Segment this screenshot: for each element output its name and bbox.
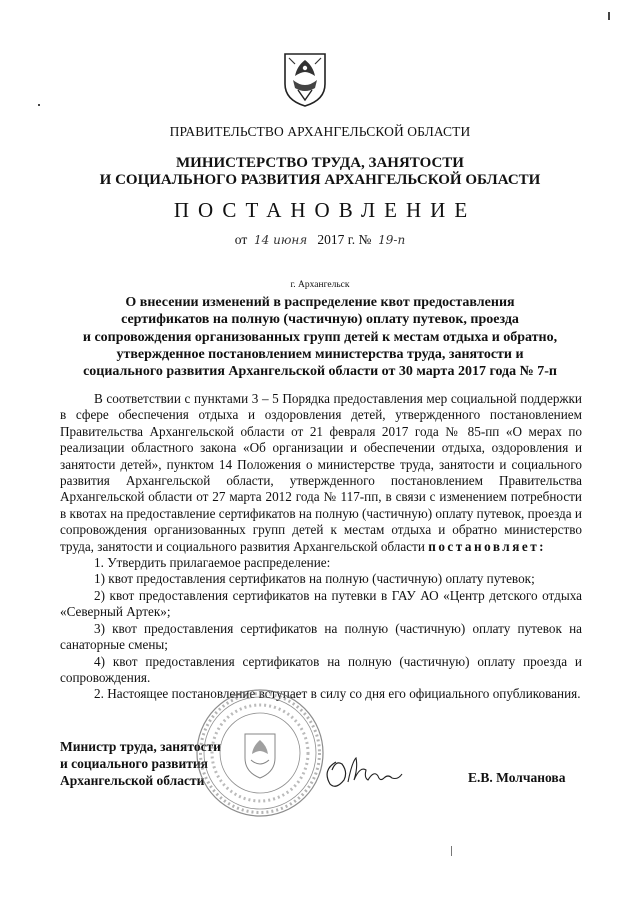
scan-mark (38, 104, 40, 106)
list-item: 2. Настоящее постановление вступает в силу со дня его официального опубликования. (94, 686, 581, 702)
date-year: 2017 г. № (317, 232, 372, 247)
title-line-4: утвержденное постановлением министерства труда, занятости и (116, 346, 524, 362)
position-line-3: Архангельской области (60, 773, 205, 788)
government-name: ПРАВИТЕЛЬСТВО АРХАНГЕЛЬСКОЙ ОБЛАСТИ (169, 124, 471, 139)
coat-of-arms-icon (281, 50, 329, 108)
ministry-line-2: И СОЦИАЛЬНОГО РАЗВИТИЯ АРХАНГЕЛЬСКОЙ ОБЛАСТИ (99, 172, 541, 188)
position-line-1: Министр труда, занятости (60, 739, 221, 754)
ministry-name (0, 155, 640, 189)
date-line (0, 232, 640, 248)
decree-word: постановляет: (428, 538, 547, 554)
list-item: 3) квот предоставления сертификатов на полную (частичную) оплату путевок на санаторные смены; (60, 620, 582, 653)
list-item: 1) квот предоставления сертификатов на полную (частичную) оплату путевок; (94, 571, 535, 587)
title-line-5: социального развития Архангельской области от 30 марта 2017 года № 7-п (83, 364, 557, 380)
intro-text: В соответствии с пунктами 3 – 5 Порядка предоставления мер социальной поддержки в сфере обеспечения отдыха и оздоровления детей, утвержденного постановлением Правительства Архангельской области от 21 февраля 2017 года № 85-пп «О мерах по реализации областного закона «Об организации и обеспечении отдыха, оздоровления и занятости детей», пунктом 14 Положения о министерстве труда, занятости и социального развития Архангельской области, утвержденного постановлением Правительства Архангельской области от 27 марта 2012 года № 117-пп, в связи с изменением потребности в квотах на предоставление сертификатов на полную (частичную) оплату путевок, проезда и сопровождения организованных групп детей к местам отдыха и обратно министерство труда, занятости и социального развития Архангельской области (60, 391, 582, 554)
list-item: 4) квот предоставления сертификатов на полную (частичную) оплату проезда и сопровождения. (60, 653, 582, 685)
title-line-3: и сопровождения организованных групп детей к местам отдыха и обратно, (82, 329, 558, 345)
handwritten-number: 19-п (378, 233, 406, 247)
intro-paragraph (60, 391, 582, 555)
date-prefix: от (234, 232, 248, 247)
handwritten-signature-icon (318, 752, 418, 792)
list-item: 1. Утвердить прилагаемое распределение: (94, 555, 331, 571)
ministry-line-1: МИНИСТЕРСТВО ТРУДА, ЗАНЯТОСТИ (176, 155, 464, 171)
scan-mark (608, 12, 610, 20)
position-line-2: и социального развития (60, 756, 208, 771)
title-line-1: О внесении изменений в распределение квот предоставления (125, 295, 515, 310)
city: г. Архангельск (290, 280, 350, 290)
title-line-2: сертификатов на полную (частичную) оплату путевок, проезда (121, 312, 519, 328)
handwritten-date: 14 июня (254, 233, 308, 247)
official-seal-icon (193, 686, 327, 820)
signatory-name: Е.В. Молчанова (468, 770, 566, 785)
scan-mark (451, 846, 452, 856)
list-item: 2) квот предоставления сертификатов на путевки в ГАУ АО «Центр детского отдыха «Северный Артек»; (60, 587, 582, 620)
document-body (60, 391, 582, 703)
document-type: ПОСТАНОВЛЕНИЕ (173, 198, 477, 222)
document-title (0, 294, 640, 380)
